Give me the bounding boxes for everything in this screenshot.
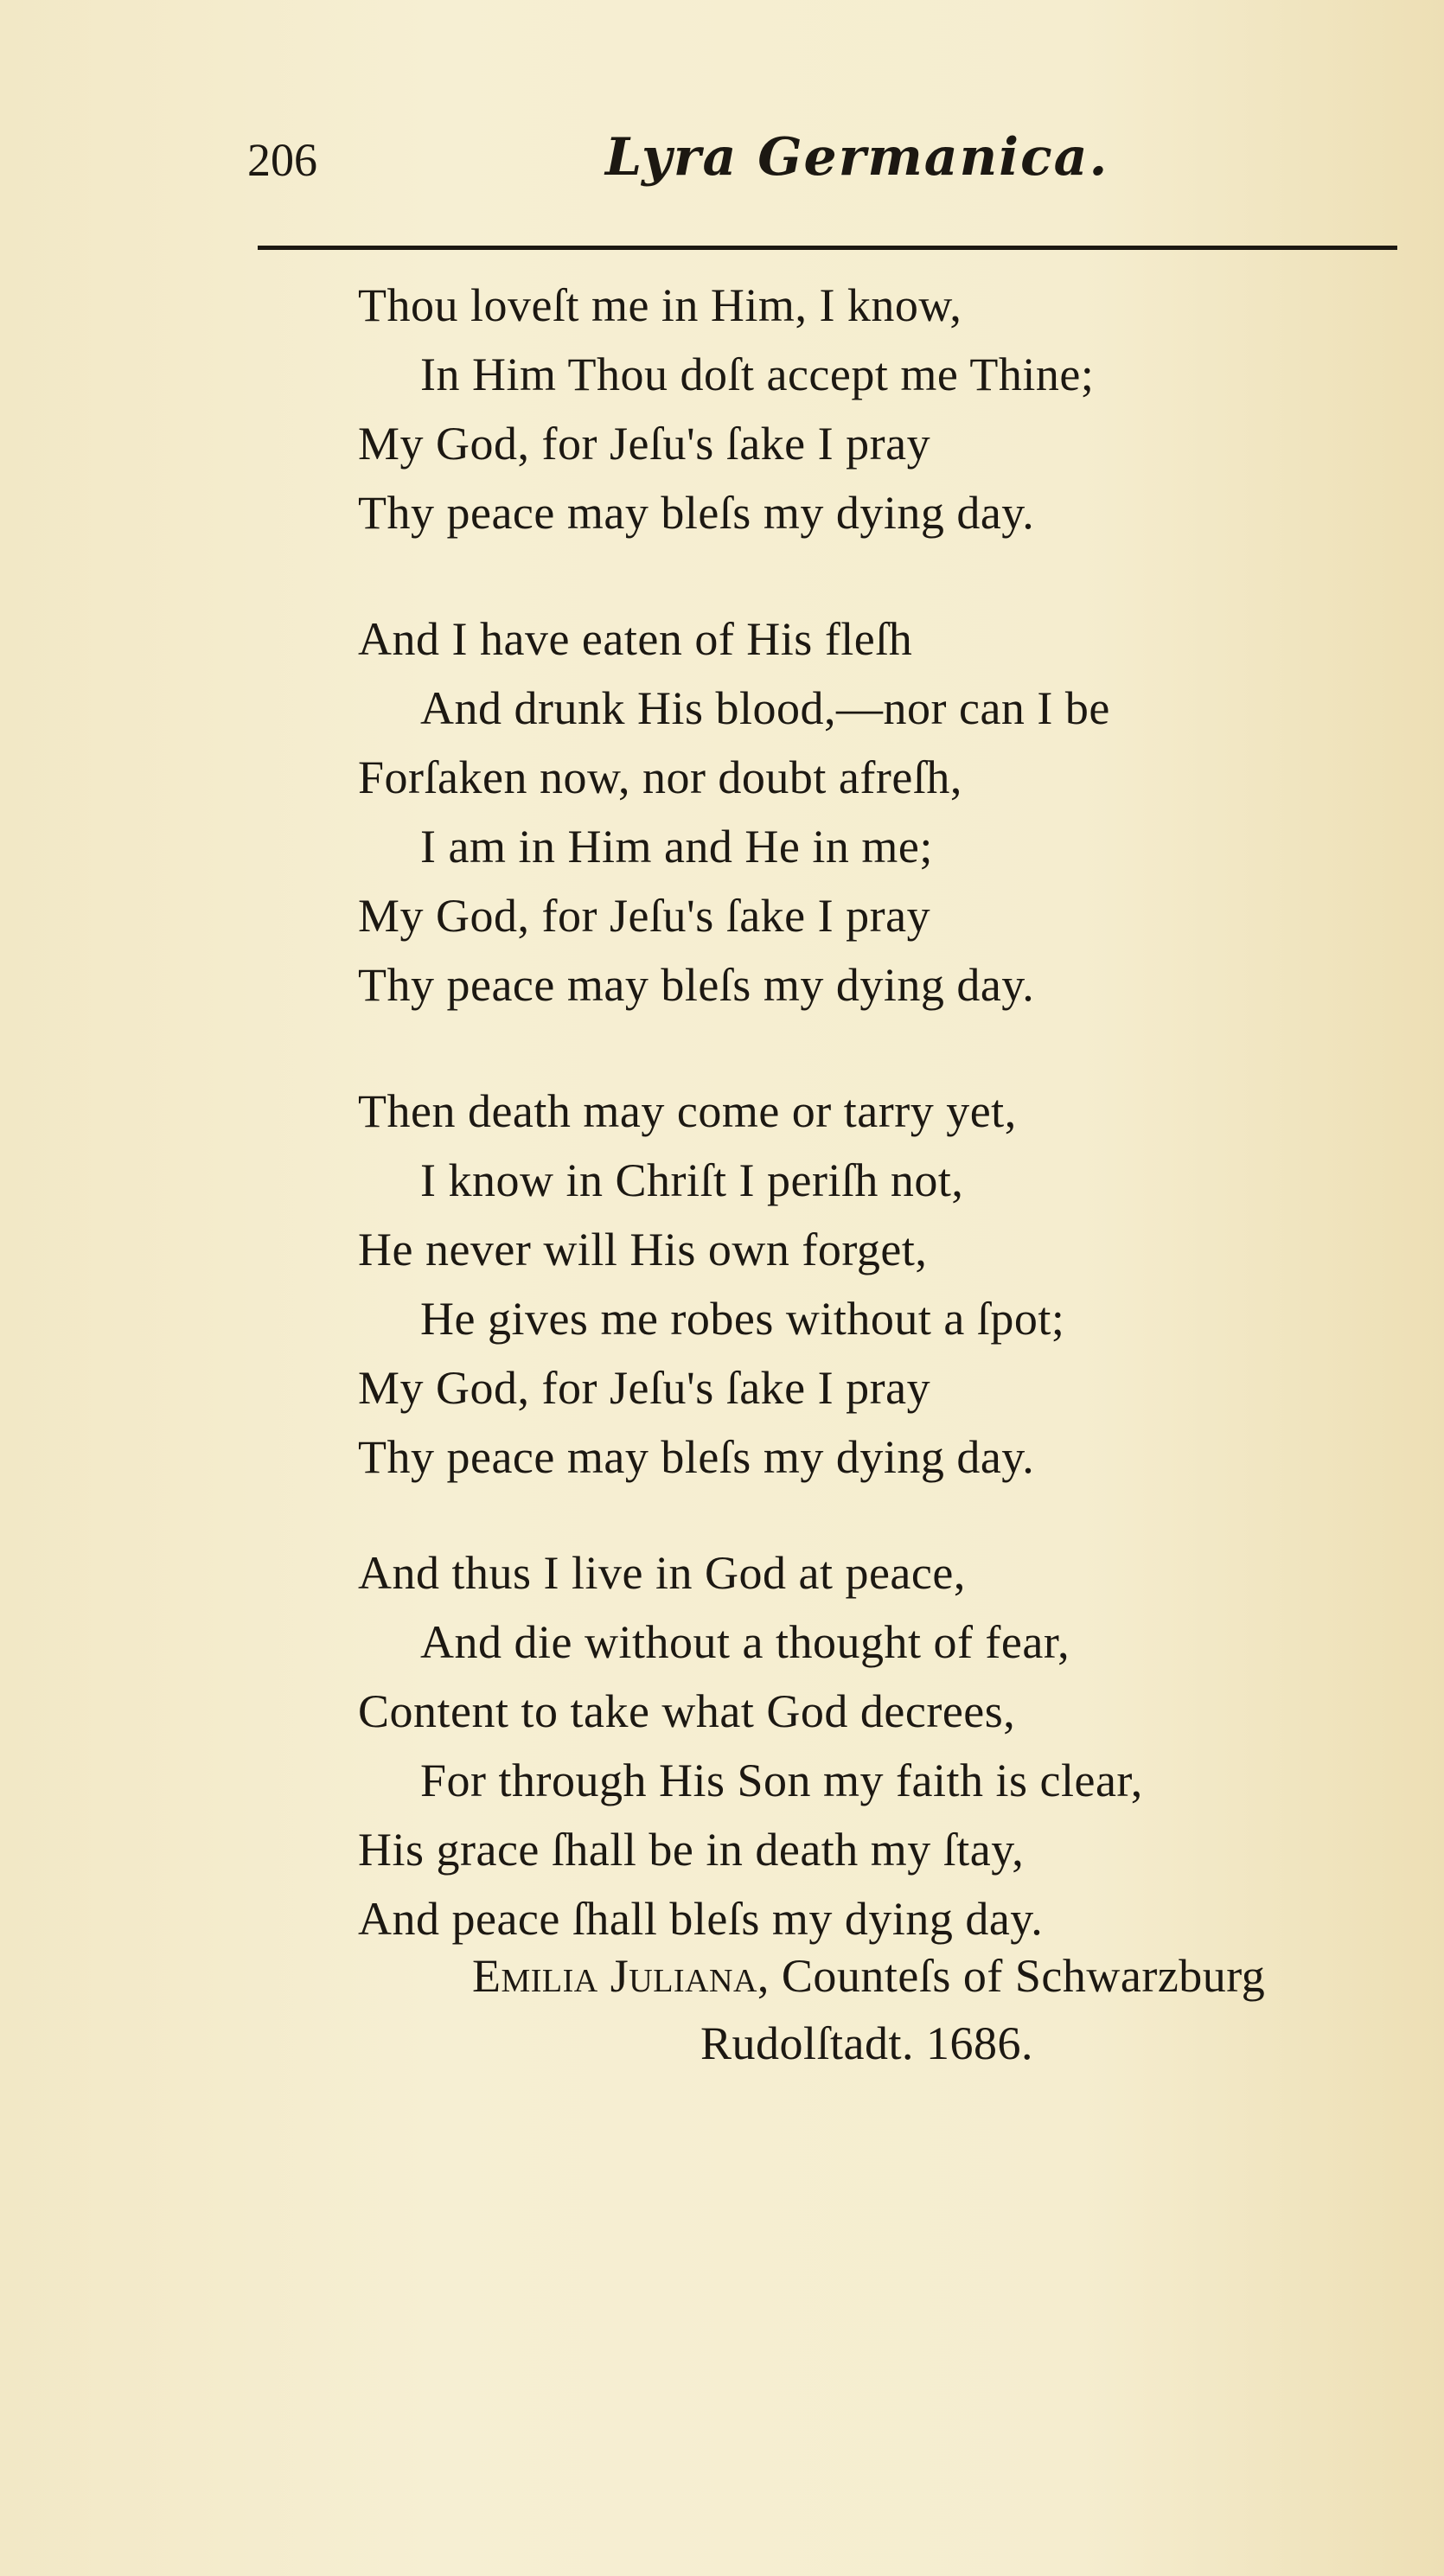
verse-line: Thy peace may bleſs my dying day. <box>358 1431 1035 1483</box>
attribution-title: Counteſs of Schwarzburg <box>781 1950 1266 2002</box>
verse-line: My God, for Jeſu's ſake I pray <box>358 418 931 470</box>
verse-line: He never will His own forget, <box>358 1224 928 1275</box>
verse-line: My God, for Jeſu's ſake I pray <box>358 890 931 942</box>
verse-line: I know in Chriſt I periſh not, <box>420 1154 964 1206</box>
running-title: Lyra Germanica. <box>605 127 1109 188</box>
page-number: 206 <box>247 134 317 186</box>
verse-line: Forſaken now, nor doubt afreſh, <box>358 751 962 803</box>
verse-line: For through His Son my faith is clear, <box>420 1755 1143 1806</box>
attribution-line <box>472 1950 1266 2002</box>
attribution-author: Emilia Juliana, <box>472 1950 770 2002</box>
verse-line: I am in Him and He in me; <box>420 821 933 873</box>
verse-line: He gives me robes without a ſpot; <box>420 1293 1065 1345</box>
verse-line: And I have eaten of His fleſh <box>358 613 913 665</box>
verse-line: And thus I live in God at peace, <box>358 1547 966 1599</box>
verse-line: And drunk His blood,—nor can I be <box>420 682 1110 734</box>
verse-line: Thy peace may bleſs my dying day. <box>358 487 1035 539</box>
verse-line: And die without a thought of fear, <box>420 1616 1070 1668</box>
attribution-place-date: Rudolſtadt. 1686. <box>700 2017 1033 2069</box>
verse-line: Thou loveſt me in Him, I know, <box>358 279 962 331</box>
verse-line: And peace ſhall bleſs my dying day. <box>358 1893 1044 1945</box>
verse-line: In Him Thou doſt accept me Thine; <box>420 348 1095 400</box>
verse-line: My God, for Jeſu's ſake I pray <box>358 1362 931 1414</box>
verse-line: Then death may come or tarry yet, <box>358 1085 1017 1137</box>
verse-line: Thy peace may bleſs my dying day. <box>358 959 1035 1011</box>
verse-line: His grace ſhall be in death my ſtay, <box>358 1824 1025 1876</box>
verse-line: Content to take what God decrees, <box>358 1685 1016 1737</box>
